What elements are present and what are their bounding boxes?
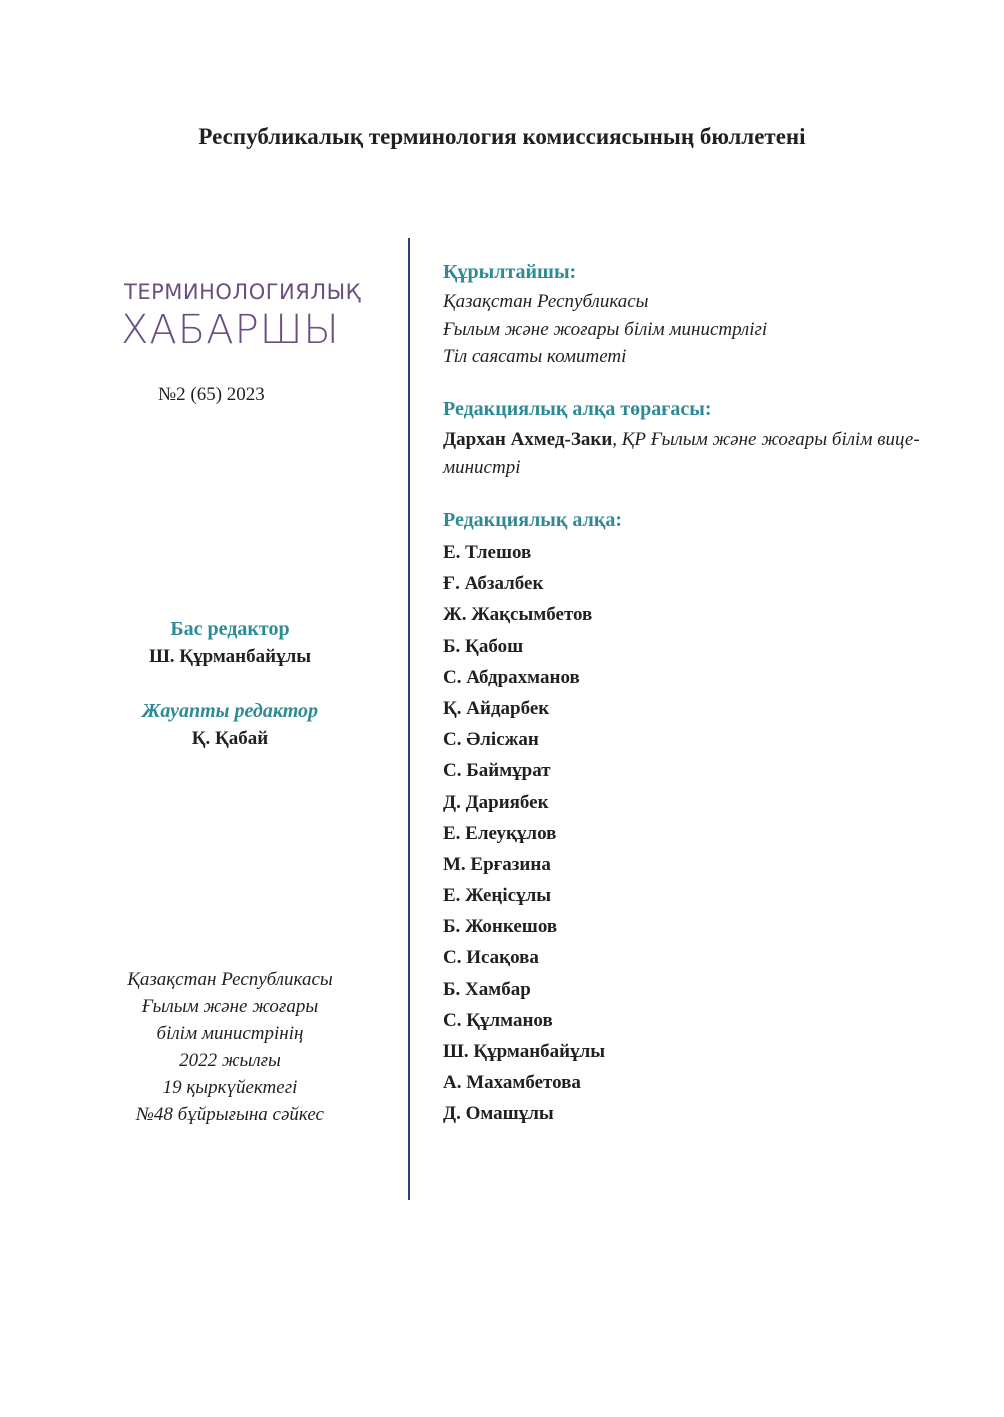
board-member: Ғ. Абзалбек	[443, 573, 544, 595]
chair-entry	[443, 426, 923, 482]
decree-line: 19 қыркүйектегі	[162, 1077, 298, 1098]
issue-number: №2 (65) 2023	[158, 384, 265, 405]
board-member: Б. Хамбар	[443, 978, 531, 1000]
board-member: С. Құлманов	[443, 1009, 553, 1031]
board-member: Ж. Жақсымбетов	[443, 604, 593, 626]
chair-name: Дархан Ахмед-Заки	[443, 429, 613, 450]
board-members-list	[443, 540, 943, 1133]
board-member: Б. Қабош	[443, 635, 524, 657]
board-member: С. Әлісжан	[443, 729, 539, 751]
decree-line: Ғылым және жоғары	[141, 996, 319, 1017]
board-member: Е. Жеңісұлы	[443, 885, 552, 907]
chief-editor-label: Бас редактор	[170, 618, 290, 640]
decree-note	[80, 966, 380, 1128]
chief-editor-name: Ш. Құрманбайұлы	[148, 646, 312, 667]
column-divider	[408, 238, 410, 1200]
responsible-editor-name: Қ. Қабай	[191, 728, 269, 749]
decree-line: Қазақстан Республикасы	[127, 969, 333, 990]
board-member: С. Исақова	[443, 947, 539, 969]
board-member: Ш. Құрманбайұлы	[443, 1041, 606, 1062]
founder-line: Тіл саясаты комитеті	[443, 346, 627, 367]
board-member: Д. Омашұлы	[443, 1103, 554, 1125]
decree-line: 2022 жылғы	[179, 1050, 281, 1071]
bulletin-header: Республикалық терминология комиссиясының бюллетені	[198, 124, 806, 149]
founder-title: Құрылтайшы:	[443, 261, 577, 283]
founder-line: Қазақстан Республикасы	[443, 291, 649, 312]
chair-role: ҚР Ғылым және жоғары білім вице-министрі	[443, 429, 920, 478]
responsible-editor-label: Жауапты редактор	[142, 700, 318, 722]
founder-lines	[443, 288, 943, 371]
founder-line: Ғылым және жоғары білім министрлігі	[443, 318, 768, 340]
board-member: Д. Дариябек	[443, 791, 549, 813]
decree-line: білім министрінің	[156, 1023, 304, 1044]
chair-separator: ,	[612, 429, 622, 450]
board-member: Е. Тлешов	[443, 542, 532, 563]
board-member: Б. Жонкешов	[443, 916, 558, 938]
board-member: Е. Елеуқұлов	[443, 822, 557, 844]
board-member: А. Махамбетова	[443, 1072, 581, 1094]
board-member: С. Абдрахманов	[443, 666, 580, 688]
board-title: Редакциялық алқа:	[443, 509, 623, 531]
journal-logo-line2: ХАБАРШЫ	[121, 307, 340, 353]
board-member: Қ. Айдарбек	[443, 697, 550, 719]
journal-logo-line1: ТЕРМИНОЛОГИЯЛЫҚ	[124, 280, 362, 304]
chair-title: Редакциялық алқа төрағасы:	[443, 398, 712, 420]
board-member: С. Баймұрат	[443, 760, 551, 782]
decree-line: №48 бұйрығына сәйкес	[136, 1104, 324, 1125]
board-member: М. Ерғазина	[443, 853, 551, 875]
